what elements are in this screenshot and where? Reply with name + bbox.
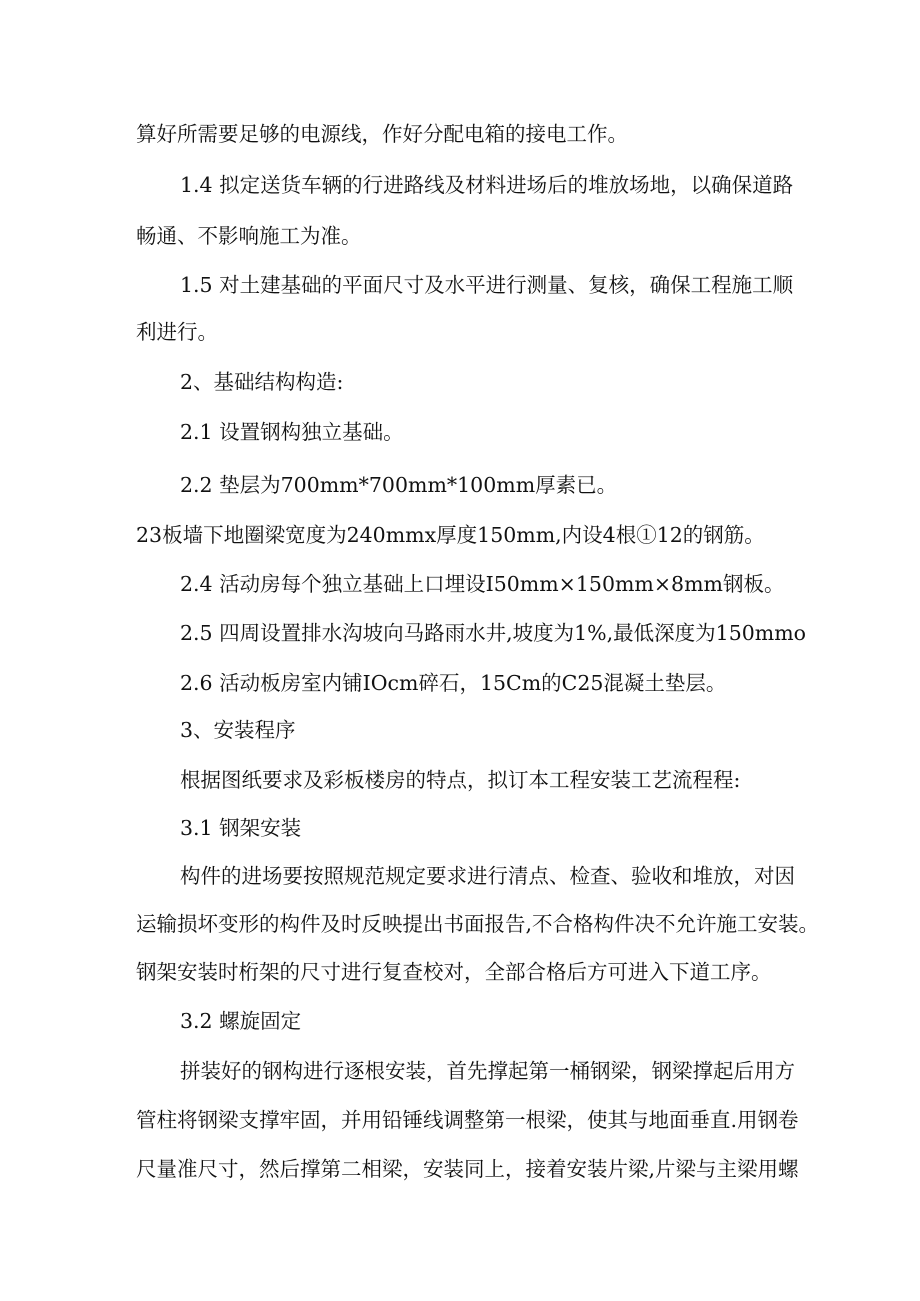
text-line-12: 2.6 活动板房室内铺IOcm碎石，15Cm的C25混凝土垫层。 <box>180 671 727 695</box>
section-heading-2: 2、基础结构构造: <box>180 370 344 394</box>
text-line-16: 构件的进场要按照规范规定要求进行清点、检查、验收和堆放，对因 <box>180 864 795 888</box>
text-line-14: 根据图纸要求及彩板楼房的特点，拟订本工程安装工艺流程程: <box>180 768 741 792</box>
subsection-heading-3-2: 3.2 螺旋固定 <box>180 1009 302 1033</box>
text-line-5: 利进行。 <box>136 320 218 344</box>
text-line-7: 2.1 设置钢构独立基础。 <box>180 420 404 444</box>
text-line-18: 钢架安装时桁架的尺寸进行复查校对，全部合格后方可进入下道工序。 <box>136 960 772 984</box>
text-line-20: 拼装好的钢构进行逐根安装，首先撑起第一桶钢梁，钢梁撑起后用方 <box>180 1059 795 1083</box>
text-line-17: 运输损坏变形的构件及时反映提出书面报告,不合格构件决不允许施工安装。 <box>136 912 820 936</box>
text-line-11: 2.5 四周设置排水沟坡向马路雨水井,坡度为1%,最低深度为150mmo <box>180 621 807 645</box>
subsection-heading-3-1: 3.1 钢架安装 <box>180 816 302 840</box>
text-line-3: 畅通、不影响施工为准。 <box>136 224 362 248</box>
text-line-10: 2.4 活动房每个独立基础上口埋设I50mm×150mm×8mm钢板。 <box>180 572 785 596</box>
text-line-9: 23板墙下地圈梁宽度为240mmx厚度150mm,内设4根①12的钢筋。 <box>136 523 765 547</box>
text-line-8: 2.2 垫层为700mm*700mm*100mm厚素已。 <box>180 473 618 497</box>
section-heading-3: 3、安装程序 <box>180 718 296 742</box>
text-line-1: 算好所需要足够的电源线，作好分配电箱的接电工作。 <box>136 122 628 146</box>
text-line-4: 1.5 对土建基础的平面尺寸及水平进行测量、复核，确保工程施工顺 <box>180 273 794 297</box>
text-line-2: 1.4 拟定送货车辆的行进路线及材料进场后的堆放场地，以确保道路 <box>180 173 794 197</box>
text-line-22: 尺量准尺寸，然后撑第二相梁，安装同上，接着安装片梁,片梁与主梁用螺 <box>136 1157 799 1181</box>
text-line-21: 管柱将钢梁支撑牢固，并用铅锤线调整第一根梁，使其与地面垂直.用钢卷 <box>136 1108 799 1132</box>
